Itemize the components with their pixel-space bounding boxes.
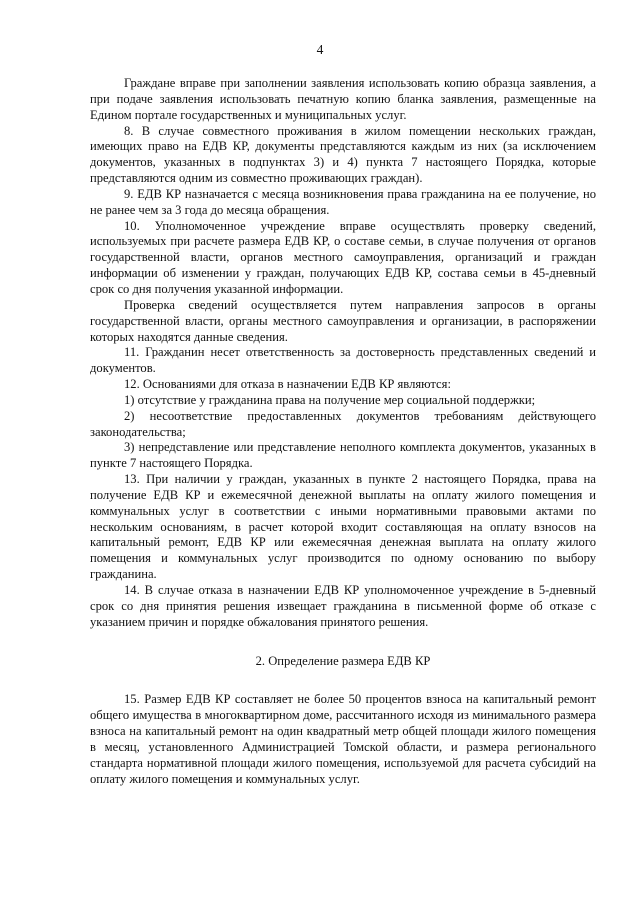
paragraph-item-14: 14. В случае отказа в назначении ЕДВ КР уполномоченное учреждение в 5-дневный срок со дня принятия решения извещает гражданина в письменной форме об отказе с указанием причин и порядке обжалования принятого решения. [90, 583, 596, 629]
paragraph-item-13: 13. При наличии у граждан, указанных в пункте 2 настоящего Порядка, права на получение ЕДВ КР и ежемесячной денежной выплаты на оплату жилого помещения и коммунальных услуг в соответствии с иными нормативными правовыми актами по нескольким основаниям, в расчет которой входит составляющая на оплату взносов на капитальный ремонт, ЕДВ КР или ежемесячная денежная выплата на оплату жилого помещения и коммунальных услуг производится по одному основанию по выбору гражданина. [90, 472, 596, 582]
paragraph-subitem-3: 3) непредставление или представление неполного комплекта документов, указанных в пункте 7 настоящего Порядка. [90, 440, 596, 471]
paragraph-verification: Проверка сведений осуществляется путем направления запросов в органы государственной власти, органы местного самоуправления и организации, в распоряжении которых находятся данные сведения. [90, 297, 596, 344]
paragraph-portal-copy: Граждане вправе при заполнении заявления использовать копию образца заявления, а при подаче заявления использовать печатную копию бланка заявления, размещенные на Едином портале государственных и муниципальных услуг. [90, 76, 596, 122]
paragraph-item-9: 9. ЕДВ КР назначается с месяца возникновения права гражданина на ее получение, но не ранее чем за 3 года до месяца обращения. [90, 186, 596, 217]
paragraph-item-11: 11. Гражданин несет ответственность за достоверность представленных сведений и документов. [90, 345, 596, 376]
paragraph-item-8: 8. В случае совместного проживания в жилом помещении нескольких граждан, имеющих право на ЕДВ КР, документы представляются каждым из них (за исключением документов, указанных в подпунктах 3) и 4) пункта 7 настоящего Порядка, которые представляются одним из совместно проживающих граждан). [90, 123, 596, 186]
paragraph-subitem-1: 1) отсутствие у гражданина права на получение мер социальной поддержки; [124, 392, 536, 407]
paragraph-item-12: 12. Основаниями для отказа в назначении ЕДВ КР являются: [124, 377, 451, 392]
paragraph-item-15: 15. Размер ЕДВ КР составляет не более 50 процентов взноса на капитальный ремонт общего имущества в многоквартирном доме, рассчитанного исходя из минимального размера взноса на капитальный ремонт на один квадратный метр общей площади жилого помещения в месяц, установленного Администрацией Томской области, и размера регионального стандарта нормативной площади жилого помещения, используемой для расчета субсидий на оплату жилого помещения и коммунальных услуг. [90, 692, 596, 786]
paragraph-subitem-2: 2) несоответствие предоставленных документов требованиям действующего законодательства; [90, 408, 596, 439]
section-heading: 2. Определение размера ЕДВ КР [255, 653, 431, 668]
paragraph-item-10: 10. Уполномоченное учреждение вправе осуществлять проверку сведений, используемых при расчете размера ЕДВ КР, о составе семьи, в случае получения от органов государственной власти, органов местного самоуправления, организаций и граждан информации об изменении у граждан, получающих ЕДВ КР, состава семьи в 45-дневный срок со дня получения указанной информации. [90, 218, 596, 296]
page-number: 4 [316, 42, 324, 57]
document-body [90, 76, 596, 787]
